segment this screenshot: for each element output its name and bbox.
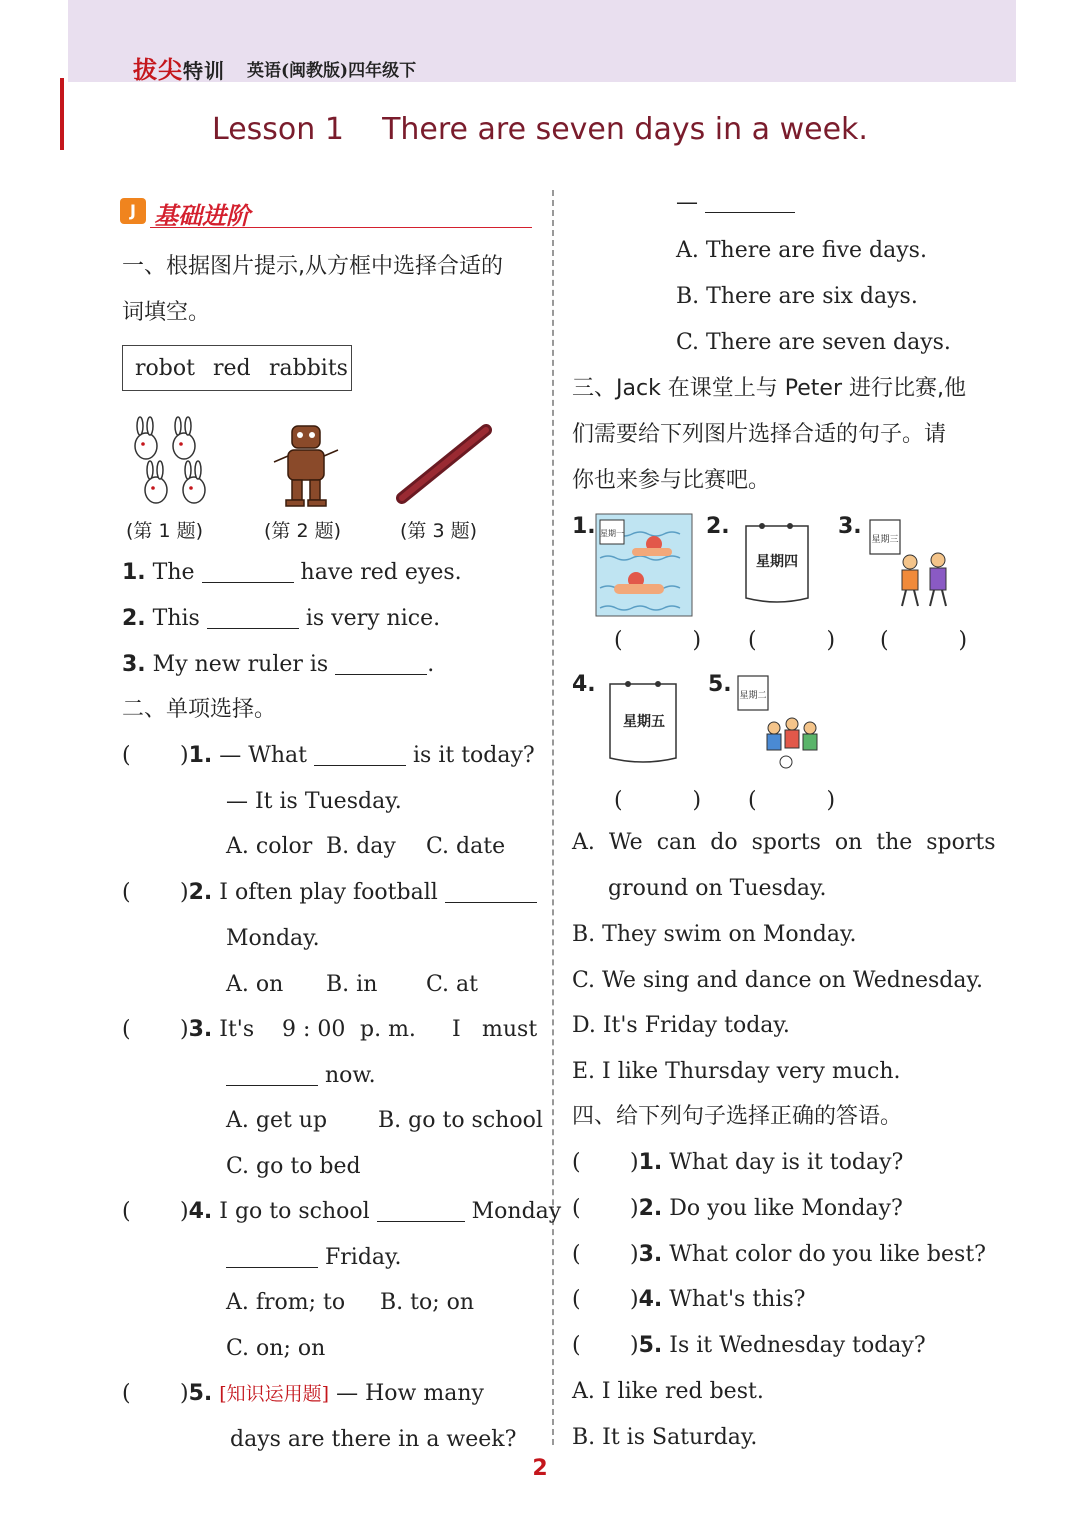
paren-open-p2q2: (	[122, 880, 131, 905]
column-divider	[552, 190, 554, 1445]
part3-option-a: A. We can do sports on the sports	[572, 830, 996, 855]
pic-num-3: 3.	[838, 514, 862, 539]
part1-instruction: 一、根据图片提示,从方框中选择合适的	[122, 254, 503, 279]
answer-paren-3[interactable]: ( )	[880, 628, 968, 653]
calendar-thursday	[742, 520, 812, 606]
option-p2q5-a: A. There are five days.	[676, 238, 927, 263]
answer-paren-5[interactable]: ( )	[748, 788, 836, 813]
caption-2: (第 2 题)	[264, 520, 341, 542]
part2-q1[interactable]: )1. — What is it today?	[180, 743, 535, 768]
option-p2q3-c: C. go to bed	[226, 1154, 361, 1179]
option-p2q1-a: A. color	[226, 834, 313, 859]
blank-q3[interactable]	[335, 656, 427, 675]
part2-q1-answer: — It is Tuesday.	[226, 789, 402, 814]
swimming-illustration	[596, 514, 692, 616]
robot-illustration	[268, 420, 344, 510]
word-box	[122, 345, 352, 391]
paren-open-p2q1: (	[122, 743, 131, 768]
blank-p2q1[interactable]	[314, 747, 406, 766]
sports-illustration	[734, 672, 830, 772]
calendar-label-3: 星期三	[871, 535, 899, 545]
paren-open-p4q5: (	[572, 1333, 581, 1358]
blank-p2q2[interactable]	[445, 884, 537, 903]
part3-option-b: B. They swim on Monday.	[572, 922, 857, 947]
caption-1: (第 1 题)	[126, 520, 203, 542]
pic-num-2: 2.	[706, 514, 730, 539]
section-icon: J	[120, 198, 146, 224]
sing-dance-illustration	[866, 516, 962, 612]
blank-p2q5[interactable]	[705, 194, 795, 213]
calendar-label-2: 星期四	[756, 554, 798, 570]
option-p2q4-b: B. to; on	[380, 1290, 475, 1315]
part2-q3-must: must	[482, 1017, 538, 1042]
option-p2q2-c: C. at	[426, 972, 478, 997]
part2-q5-cont: days are there in a week?	[230, 1427, 517, 1452]
paren-open-p2q4: (	[122, 1199, 131, 1224]
blank-p2q4-a[interactable]	[377, 1203, 465, 1222]
part3-instruction: 三、Jack 在课堂上与 Peter 进行比赛,他	[572, 376, 967, 401]
paren-open-p4q1: (	[572, 1150, 581, 1175]
part2-q3-cont: now.	[226, 1065, 376, 1087]
pic-num-1: 1.	[572, 514, 596, 539]
part1-instruction-cont: 词填空。	[122, 300, 211, 325]
part3-option-d: D. It's Friday today.	[572, 1013, 790, 1038]
calendar-label-1: 星期一	[600, 529, 624, 538]
word-red: red	[213, 356, 251, 381]
part4-q2[interactable]: )2. Do you like Monday?	[630, 1196, 903, 1221]
caption-3: (第 3 题)	[400, 520, 477, 542]
word-robot: robot	[135, 356, 195, 381]
part4-q1[interactable]: )1. What day is it today?	[630, 1150, 904, 1175]
part2-q2-cont: Monday.	[226, 926, 320, 951]
blank-p2q4-b[interactable]	[226, 1249, 318, 1268]
pic-num-4: 4.	[572, 672, 596, 697]
option-p2q1-b: B. day	[326, 834, 396, 859]
paren-open-p4q3: (	[572, 1242, 581, 1267]
part1-q2: 2. This is very nice.	[122, 606, 441, 631]
part2-q3[interactable]: )3. It's	[180, 1017, 255, 1042]
option-p2q5-b: B. There are six days.	[676, 284, 918, 309]
paren-open-p4q2: (	[572, 1196, 581, 1221]
part4-q5[interactable]: )5. Is it Wednesday today?	[630, 1333, 926, 1358]
part4-option-b: B. It is Saturday.	[572, 1425, 758, 1450]
option-p2q3-b: B. go to school	[378, 1108, 543, 1133]
option-p2q1-c: C. date	[426, 834, 506, 859]
part3-instruction-3: 你也来参与比赛吧。	[572, 468, 771, 493]
part4-title: 四、给下列句子选择正确的答语。	[572, 1104, 903, 1129]
subject-label: 英语(闽教版)四年级下	[247, 61, 417, 81]
section-label: 基础进阶	[154, 202, 250, 230]
blank-q1[interactable]	[202, 564, 294, 583]
part2-q5-reply: —	[676, 192, 795, 214]
part3-instruction-2: 们需要给下列图片选择合适的句子。请	[572, 422, 947, 447]
answer-paren-4[interactable]: ( )	[614, 788, 702, 813]
lesson-title: Lesson 1 There are seven days in a week.	[212, 112, 868, 147]
part4-option-a: A. I like red best.	[572, 1379, 764, 1404]
section-header	[120, 196, 532, 228]
option-p2q2-b: B. in	[326, 972, 378, 997]
page-number: 2	[532, 1456, 548, 1481]
calendar-label-5: 星期二	[739, 691, 767, 701]
paren-open-p4q4: (	[572, 1287, 581, 1312]
part3-option-e: E. I like Thursday very much.	[572, 1059, 901, 1084]
part1-q1: 1. The have red eyes.	[122, 560, 462, 585]
part2-q3-pm: p. m.	[360, 1017, 416, 1042]
pic-num-5: 5.	[708, 672, 732, 697]
rabbits-illustration	[126, 418, 216, 510]
paren-open-p2q5: (	[122, 1381, 131, 1406]
answer-paren-1[interactable]: ( )	[614, 628, 702, 653]
option-p2q3-a: A. get up	[226, 1108, 328, 1133]
blank-q2[interactable]	[207, 610, 299, 629]
word-rabbits: rabbits	[269, 356, 348, 381]
calendar-friday	[606, 678, 682, 768]
part3-option-c: C. We sing and dance on Wednesday.	[572, 968, 984, 993]
part2-q4-cont: Friday.	[226, 1247, 402, 1269]
part4-q4[interactable]: )4. What's this?	[630, 1287, 806, 1312]
option-p2q2-a: A. on	[226, 972, 284, 997]
part2-q4[interactable]: )4. I go to school Monday	[180, 1199, 562, 1224]
option-p2q5-c: C. There are seven days.	[676, 330, 951, 355]
part1-q3: 3. My new ruler is .	[122, 652, 435, 677]
part2-q3-time: 9 : 00	[282, 1017, 346, 1042]
ruler-illustration	[396, 424, 492, 504]
part4-q3[interactable]: )3. What color do you like best?	[630, 1242, 986, 1267]
brand-logo: 拔尖特训	[133, 56, 225, 84]
part2-q5[interactable]: )5. [知识运用题] — How many	[180, 1381, 484, 1406]
part2-q2[interactable]: )2. I often play football	[180, 882, 537, 904]
blank-p2q3[interactable]	[226, 1067, 318, 1086]
answer-paren-2[interactable]: ( )	[748, 628, 836, 653]
part3-option-a-cont: ground on Tuesday.	[608, 876, 827, 901]
part2-q3-i: I	[452, 1017, 461, 1042]
option-p2q4-a: A. from; to	[226, 1290, 346, 1315]
paren-open-p2q3: (	[122, 1017, 131, 1042]
part2-title: 二、单项选择。	[122, 697, 277, 722]
option-p2q4-c: C. on; on	[226, 1336, 326, 1361]
knowledge-tag: [知识运用题]	[219, 1383, 330, 1405]
calendar-label-4: 星期五	[623, 714, 665, 730]
